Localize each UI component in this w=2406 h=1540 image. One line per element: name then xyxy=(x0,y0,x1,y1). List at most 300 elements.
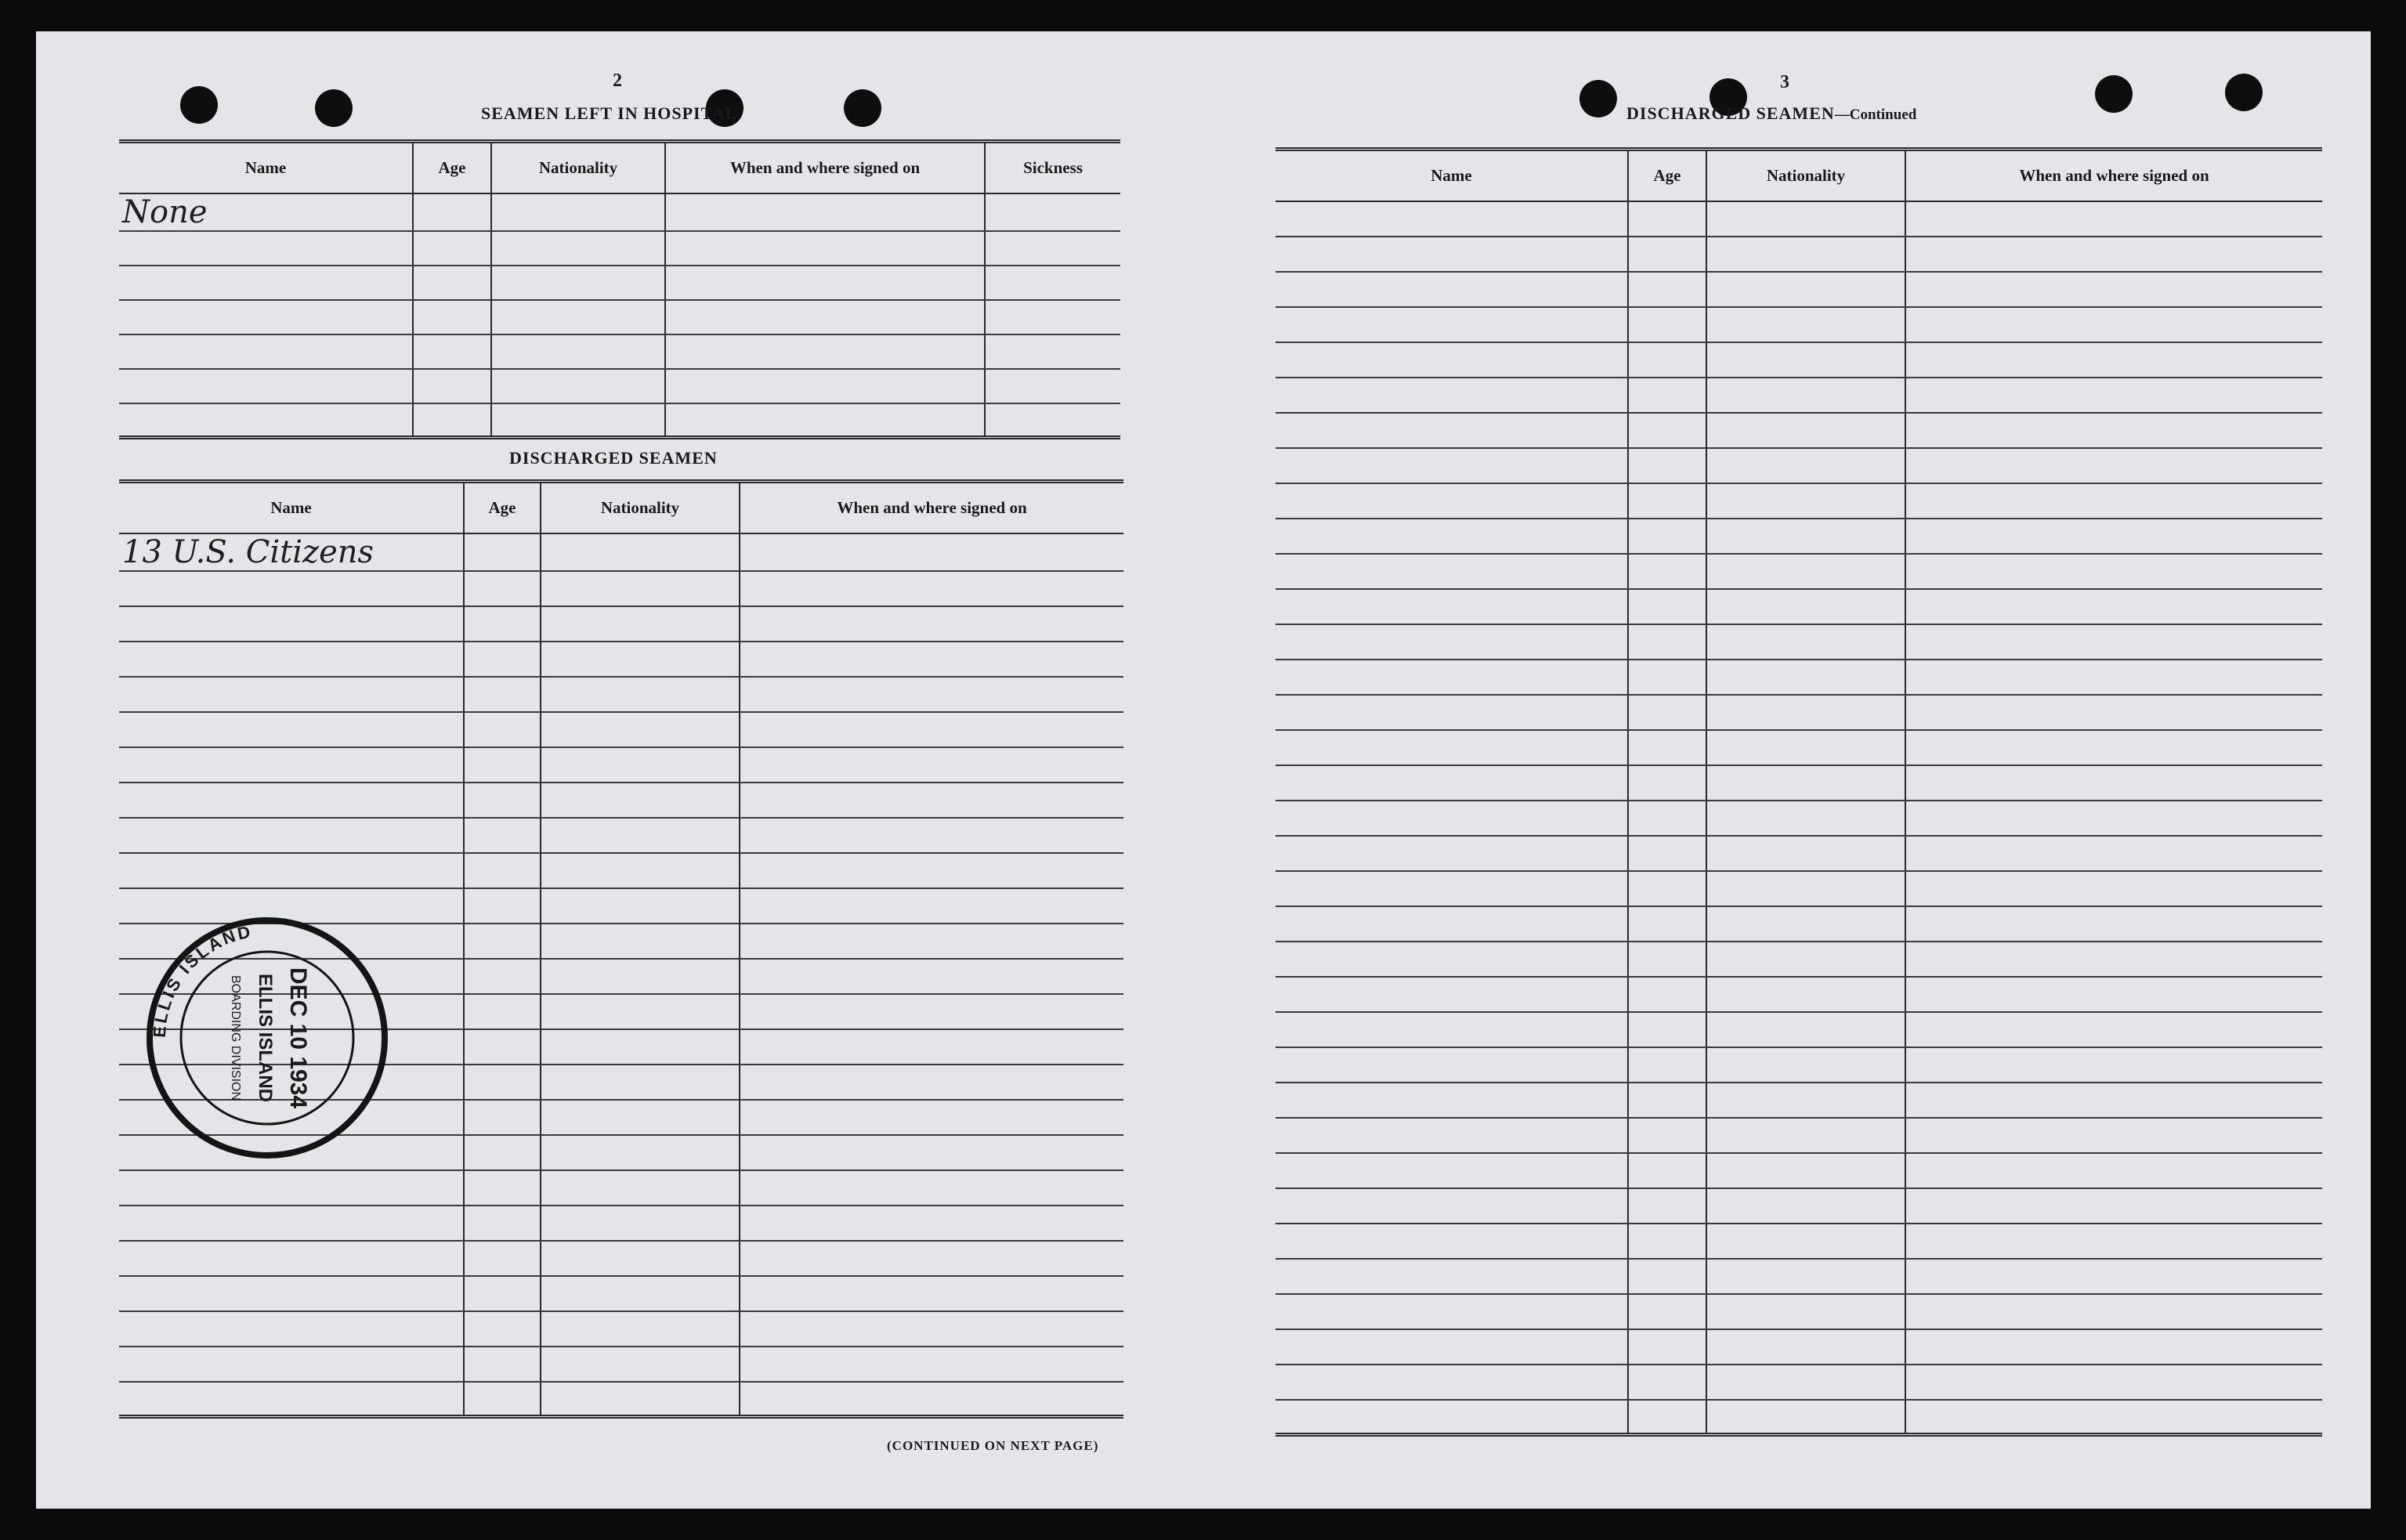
table-cell xyxy=(464,712,541,747)
table-row xyxy=(1275,871,2322,906)
table-row xyxy=(1275,1188,2322,1224)
table-cell xyxy=(1905,1259,2322,1294)
table-cell xyxy=(1905,237,2322,272)
table-cell xyxy=(740,1347,1123,1382)
table-cell xyxy=(1628,519,1706,554)
table-cell xyxy=(1706,765,1905,801)
table-row xyxy=(119,1382,1123,1417)
table-cell xyxy=(541,606,740,642)
table-row xyxy=(119,606,1123,642)
table-cell xyxy=(541,1029,740,1065)
table-cell xyxy=(1275,730,1628,765)
table-cell xyxy=(464,642,541,677)
table-cell xyxy=(985,369,1120,403)
table-cell xyxy=(740,783,1123,818)
table-cell xyxy=(413,334,491,369)
table-cell xyxy=(541,677,740,712)
table-cell xyxy=(464,924,541,959)
right-page-number: 3 xyxy=(1780,72,1789,92)
table-cell xyxy=(740,1382,1123,1417)
table-cell xyxy=(740,677,1123,712)
table-cell xyxy=(464,959,541,994)
table-row xyxy=(1275,342,2322,378)
table-row xyxy=(1275,413,2322,448)
table-cell xyxy=(1628,1153,1706,1188)
column-header: When and where signed on xyxy=(740,482,1123,533)
table-cell xyxy=(1706,906,1905,942)
table-cell xyxy=(119,818,464,853)
table-cell xyxy=(1706,201,1905,237)
table-cell xyxy=(119,1311,464,1347)
table-cell xyxy=(1275,237,1628,272)
table-cell xyxy=(1628,342,1706,378)
left-page-number: 2 xyxy=(613,70,622,91)
table-cell xyxy=(1905,554,2322,589)
table-cell xyxy=(1706,1153,1905,1188)
table-row xyxy=(1275,1224,2322,1259)
table-row xyxy=(119,712,1123,747)
table-cell xyxy=(1628,765,1706,801)
table-cell xyxy=(665,300,985,334)
table-cell xyxy=(740,533,1123,571)
table-cell xyxy=(1706,730,1905,765)
column-header: When and where signed on xyxy=(665,142,985,193)
table-cell xyxy=(1628,1012,1706,1047)
table-cell xyxy=(1628,624,1706,660)
table-row xyxy=(1275,237,2322,272)
table-row xyxy=(119,1206,1123,1241)
table-row xyxy=(119,747,1123,783)
punch-hole-icon xyxy=(180,86,218,124)
continued-table xyxy=(1275,147,2322,1437)
table-cell xyxy=(119,1382,464,1417)
table-cell xyxy=(665,403,985,438)
table-cell xyxy=(1275,413,1628,448)
table-cell xyxy=(1628,307,1706,342)
table-cell xyxy=(491,334,665,369)
column-header: Sickness xyxy=(985,142,1120,193)
table-cell xyxy=(1706,1047,1905,1083)
table-cell xyxy=(1706,378,1905,413)
table-cell xyxy=(740,1206,1123,1241)
table-cell xyxy=(1628,1083,1706,1118)
table-cell xyxy=(464,853,541,888)
table-cell xyxy=(413,403,491,438)
table-cell xyxy=(1628,1294,1706,1329)
table-cell xyxy=(464,1276,541,1311)
table-cell xyxy=(1275,378,1628,413)
table-cell xyxy=(1275,1012,1628,1047)
table-cell xyxy=(541,1065,740,1100)
table-cell xyxy=(1706,448,1905,483)
table-cell xyxy=(119,1241,464,1276)
table-cell xyxy=(119,1170,464,1206)
table-cell xyxy=(1905,1188,2322,1224)
table-cell xyxy=(740,853,1123,888)
table-cell xyxy=(665,334,985,369)
table-cell xyxy=(1706,836,1905,871)
table-cell xyxy=(740,606,1123,642)
table-cell xyxy=(464,1100,541,1135)
table-cell xyxy=(1275,448,1628,483)
table-cell xyxy=(119,334,413,369)
table-cell xyxy=(1275,1400,1628,1435)
table-cell xyxy=(1905,1224,2322,1259)
table-cell xyxy=(1706,695,1905,730)
table-cell xyxy=(464,818,541,853)
table-cell xyxy=(1905,906,2322,942)
table-cell xyxy=(1628,1047,1706,1083)
table-row xyxy=(1275,695,2322,730)
table-cell xyxy=(464,1029,541,1065)
table-cell xyxy=(1706,624,1905,660)
table-cell xyxy=(541,1347,740,1382)
table-cell xyxy=(541,924,740,959)
table-cell xyxy=(541,1206,740,1241)
table-cell xyxy=(740,1135,1123,1170)
table-row xyxy=(1275,1012,2322,1047)
table-row xyxy=(1275,483,2322,519)
table-cell xyxy=(1706,237,1905,272)
table-cell xyxy=(1706,413,1905,448)
record-sheet xyxy=(36,31,2371,1509)
table-cell xyxy=(541,853,740,888)
table-cell xyxy=(1905,695,2322,730)
table-cell xyxy=(1275,906,1628,942)
table-cell xyxy=(1706,1294,1905,1329)
table-cell xyxy=(119,747,464,783)
table-cell xyxy=(740,712,1123,747)
table-cell xyxy=(119,403,413,438)
table-cell xyxy=(491,266,665,300)
table-row xyxy=(119,231,1120,266)
table-cell xyxy=(1275,1224,1628,1259)
column-header: Nationality xyxy=(491,142,665,193)
table-cell xyxy=(1905,765,2322,801)
table-cell xyxy=(1706,1365,1905,1400)
table-cell xyxy=(1905,1329,2322,1365)
table-cell xyxy=(541,783,740,818)
table-cell xyxy=(491,369,665,403)
table-cell xyxy=(464,1241,541,1276)
table-row xyxy=(119,300,1120,334)
column-header: When and where signed on xyxy=(1905,150,2322,201)
table-cell xyxy=(740,1241,1123,1276)
hospital-section-title: SEAMEN LEFT IN HOSPITAL xyxy=(481,103,738,123)
table-cell xyxy=(1628,483,1706,519)
table-row xyxy=(1275,942,2322,977)
table-row xyxy=(119,783,1123,818)
table-cell xyxy=(1628,1365,1706,1400)
table-cell xyxy=(1275,1188,1628,1224)
table-cell xyxy=(985,334,1120,369)
table-cell xyxy=(413,369,491,403)
table-cell xyxy=(119,642,464,677)
table-cell xyxy=(1905,1400,2322,1435)
column-header: Nationality xyxy=(1706,150,1905,201)
table-cell xyxy=(1706,1259,1905,1294)
table-row xyxy=(1275,1365,2322,1400)
table-cell xyxy=(1905,801,2322,836)
table-cell xyxy=(740,642,1123,677)
table-cell xyxy=(119,1206,464,1241)
table-cell xyxy=(1628,201,1706,237)
table-cell xyxy=(1905,1083,2322,1118)
table-cell xyxy=(1905,483,2322,519)
discharged-continued-title-main: DISCHARGED SEAMEN xyxy=(1626,103,1835,123)
table-cell xyxy=(1628,906,1706,942)
table-cell xyxy=(1706,1083,1905,1118)
table-cell xyxy=(1706,589,1905,624)
table-cell xyxy=(985,193,1120,231)
table-cell xyxy=(1905,342,2322,378)
ellis-island-stamp xyxy=(138,909,396,1167)
table-cell xyxy=(1706,1329,1905,1365)
punch-hole-icon xyxy=(315,89,353,127)
table-cell xyxy=(1706,307,1905,342)
table-cell xyxy=(1275,660,1628,695)
table-cell xyxy=(491,300,665,334)
table-cell xyxy=(1905,589,2322,624)
table-cell xyxy=(1905,448,2322,483)
table-row xyxy=(1275,1259,2322,1294)
table-cell xyxy=(665,193,985,231)
table-cell xyxy=(1275,519,1628,554)
table-cell xyxy=(740,1029,1123,1065)
table-row xyxy=(1275,624,2322,660)
table-cell xyxy=(119,231,413,266)
table-cell xyxy=(740,818,1123,853)
table-row xyxy=(119,533,1123,571)
table-cell xyxy=(464,677,541,712)
table-cell xyxy=(740,747,1123,783)
table-cell xyxy=(1706,342,1905,378)
table-cell xyxy=(1628,237,1706,272)
table-cell xyxy=(119,712,464,747)
table-cell xyxy=(541,994,740,1029)
table-cell xyxy=(1706,1118,1905,1153)
table-row xyxy=(1275,448,2322,483)
table-cell xyxy=(1275,1047,1628,1083)
table-cell xyxy=(491,193,665,231)
table-cell xyxy=(1275,1365,1628,1400)
table-cell xyxy=(119,1347,464,1382)
table-cell xyxy=(1275,801,1628,836)
table-cell xyxy=(1275,589,1628,624)
table-cell xyxy=(1275,1329,1628,1365)
table-cell xyxy=(464,1206,541,1241)
table-cell xyxy=(1706,483,1905,519)
table-cell xyxy=(464,1347,541,1382)
table-cell xyxy=(1706,942,1905,977)
table-cell xyxy=(541,1135,740,1170)
table-cell xyxy=(1706,1224,1905,1259)
table-cell xyxy=(464,783,541,818)
table-row xyxy=(119,642,1123,677)
table-cell xyxy=(119,369,413,403)
table-cell xyxy=(665,266,985,300)
table-cell xyxy=(541,642,740,677)
table-cell xyxy=(985,300,1120,334)
table-row xyxy=(119,1241,1123,1276)
table-cell xyxy=(1706,977,1905,1012)
table-row xyxy=(1275,836,2322,871)
table-cell xyxy=(1905,307,2322,342)
table-cell xyxy=(464,1170,541,1206)
discharged-continued-title-suffix: —Continued xyxy=(1834,107,1917,123)
table-row xyxy=(1275,1400,2322,1435)
table-cell xyxy=(1905,519,2322,554)
table-cell xyxy=(1905,1153,2322,1188)
table-cell xyxy=(1628,272,1706,307)
table-cell xyxy=(1628,977,1706,1012)
table-cell xyxy=(413,266,491,300)
table-row xyxy=(1275,1294,2322,1329)
table-cell xyxy=(740,924,1123,959)
table-cell xyxy=(740,888,1123,924)
table-cell xyxy=(1706,1012,1905,1047)
table-cell xyxy=(1628,801,1706,836)
table-cell xyxy=(464,571,541,606)
table-row xyxy=(119,369,1120,403)
table-cell xyxy=(413,193,491,231)
table-cell xyxy=(1628,836,1706,871)
table-cell xyxy=(1275,554,1628,589)
table-cell xyxy=(985,231,1120,266)
table-cell xyxy=(740,1065,1123,1100)
table-cell xyxy=(491,231,665,266)
table-cell xyxy=(1905,660,2322,695)
table-cell xyxy=(740,959,1123,994)
hospital-table xyxy=(119,139,1120,439)
table-row xyxy=(1275,272,2322,307)
table-cell xyxy=(119,300,413,334)
table-cell xyxy=(1628,1224,1706,1259)
punch-hole-icon xyxy=(1579,80,1617,117)
table-row xyxy=(119,193,1120,231)
table-cell xyxy=(1905,1365,2322,1400)
table-cell xyxy=(541,818,740,853)
table-cell xyxy=(1706,871,1905,906)
table-cell xyxy=(464,1135,541,1170)
table-cell xyxy=(740,1100,1123,1135)
table-cell xyxy=(119,783,464,818)
table-row xyxy=(1275,1118,2322,1153)
table-cell xyxy=(985,266,1120,300)
column-header: Name xyxy=(1275,150,1628,201)
table-cell xyxy=(119,266,413,300)
table-cell xyxy=(1628,554,1706,589)
table-row xyxy=(119,571,1123,606)
table-cell xyxy=(1275,1083,1628,1118)
table-cell xyxy=(1905,871,2322,906)
table-cell xyxy=(541,1241,740,1276)
table-cell xyxy=(1706,1400,1905,1435)
table-row xyxy=(1275,906,2322,942)
table-cell xyxy=(464,994,541,1029)
table-row xyxy=(1275,730,2322,765)
table-cell xyxy=(413,300,491,334)
table-cell xyxy=(541,1276,740,1311)
table-cell xyxy=(464,1382,541,1417)
punch-hole-icon xyxy=(2095,75,2133,113)
table-cell xyxy=(1706,660,1905,695)
table-cell xyxy=(1706,519,1905,554)
table-cell xyxy=(1905,730,2322,765)
column-header: Name xyxy=(119,482,464,533)
table-row xyxy=(1275,801,2322,836)
table-cell xyxy=(1275,272,1628,307)
table-cell xyxy=(119,1276,464,1311)
table-cell xyxy=(985,403,1120,438)
table-cell xyxy=(464,747,541,783)
table-cell xyxy=(1905,1012,2322,1047)
table-cell xyxy=(740,571,1123,606)
table-row xyxy=(1275,977,2322,1012)
table-cell xyxy=(541,571,740,606)
table-cell xyxy=(1628,378,1706,413)
table-cell xyxy=(1628,448,1706,483)
table-row xyxy=(1275,519,2322,554)
table-row xyxy=(1275,1083,2322,1118)
table-cell xyxy=(1628,1118,1706,1153)
table-cell xyxy=(1905,836,2322,871)
table-cell xyxy=(1706,801,1905,836)
table-cell xyxy=(119,606,464,642)
continued-footer: (CONTINUED ON NEXT PAGE) xyxy=(887,1438,1099,1453)
table-row xyxy=(119,818,1123,853)
table-row xyxy=(1275,1153,2322,1188)
table-cell xyxy=(1905,977,2322,1012)
table-cell xyxy=(740,1311,1123,1347)
discharged-continued-title xyxy=(1626,103,1916,124)
table-cell xyxy=(541,747,740,783)
table-row xyxy=(1275,554,2322,589)
table-cell xyxy=(1275,765,1628,801)
stamp-date: DEC 10 1934 xyxy=(285,967,311,1109)
table-row xyxy=(119,403,1120,438)
table-cell xyxy=(1706,272,1905,307)
table-row xyxy=(119,853,1123,888)
table-row xyxy=(1275,589,2322,624)
table-row xyxy=(119,1347,1123,1382)
table-cell xyxy=(1628,730,1706,765)
table-cell xyxy=(665,231,985,266)
table-cell xyxy=(1905,1047,2322,1083)
table-cell xyxy=(119,853,464,888)
table-cell xyxy=(1905,272,2322,307)
table-cell xyxy=(1905,413,2322,448)
table-cell xyxy=(1628,589,1706,624)
table-row xyxy=(119,677,1123,712)
table-row xyxy=(1275,1329,2322,1365)
table-cell xyxy=(1275,1153,1628,1188)
table-cell xyxy=(1905,1294,2322,1329)
column-header: Age xyxy=(1628,150,1706,201)
table-cell xyxy=(1905,1118,2322,1153)
table-cell: None xyxy=(119,193,413,231)
table-row xyxy=(119,266,1120,300)
table-cell xyxy=(1275,695,1628,730)
column-header: Age xyxy=(464,482,541,533)
table-cell xyxy=(1275,483,1628,519)
stamp-location: ELLIS ISLAND xyxy=(255,973,276,1103)
table-cell xyxy=(1905,201,2322,237)
table-cell xyxy=(1628,942,1706,977)
table-cell xyxy=(413,231,491,266)
table-cell xyxy=(541,1100,740,1135)
table-cell xyxy=(1628,1188,1706,1224)
